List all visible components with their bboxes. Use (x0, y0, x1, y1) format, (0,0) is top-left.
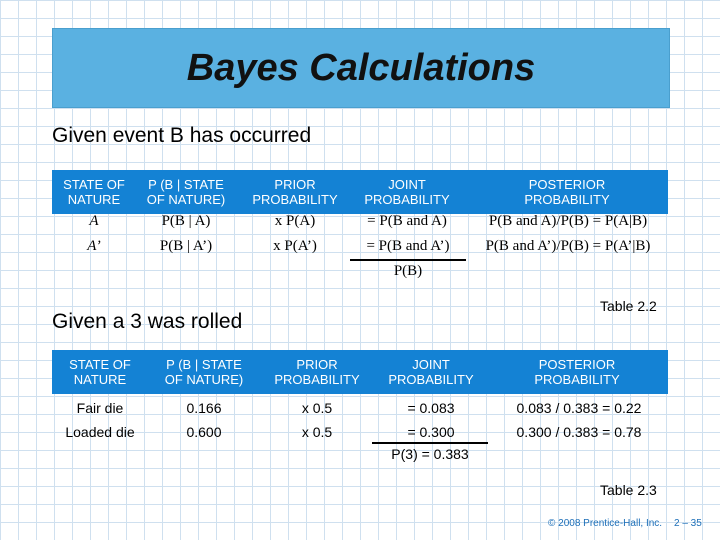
s1-row1-posterior: P(B and A)/P(B) = P(A|B) (488, 213, 648, 229)
s2-header-conditional: P (B | STATE OF NATURE) (164, 357, 244, 387)
s1-header-joint: JOINT PROBABILITY (364, 177, 450, 207)
s1-header-posterior: POSTERIOR PROBABILITY (524, 177, 610, 207)
s1-row2-posterior: P(B and A’)/P(B) = P(A’|B) (485, 238, 651, 254)
s2-row1-posterior: 0.083 / 0.383 = 0.22 (516, 400, 642, 416)
s2-caption: Table 2.3 (600, 482, 657, 498)
s2-header-prior: PRIOR PROBABILITY (274, 357, 360, 387)
section2-header-bar (52, 350, 668, 394)
s1-row2-conditional: P(B | A’) (159, 238, 213, 254)
s2-header-joint: JOINT PROBABILITY (388, 357, 474, 387)
page-title: Bayes Calculations (186, 46, 536, 89)
s1-row1-conditional: P(B | A) (161, 213, 211, 229)
s2-row1-state: Fair die (76, 400, 124, 416)
s2-row1-conditional: 0.166 (186, 400, 222, 416)
page-number: 2 – 35 (674, 518, 702, 529)
s2-sum-line (372, 442, 488, 444)
s2-total: P(3) = 0.383 (391, 446, 469, 462)
s2-row2-posterior: 0.300 / 0.383 = 0.78 (516, 424, 642, 440)
s2-row2-state: Loaded die (65, 424, 135, 440)
section1-header-bar (52, 170, 668, 214)
copyright-text: © 2008 Prentice-Hall, Inc. (548, 518, 663, 529)
s1-caption: Table 2.2 (600, 298, 657, 314)
title-banner (52, 28, 670, 108)
s2-header-posterior: POSTERIOR PROBABILITY (534, 357, 620, 387)
s2-header-state: STATE OF NATURE (69, 357, 131, 387)
s2-row1-joint: = 0.083 (407, 400, 455, 416)
s1-total: P(B) (393, 263, 423, 279)
s1-row1-state: A (89, 213, 99, 229)
s1-row1-prior: x P(A) (274, 213, 316, 229)
s1-row2-state: A’ (87, 238, 101, 254)
section1-heading: Given event B has occurred (52, 124, 312, 147)
s1-header-state: STATE OF NATURE (63, 177, 125, 207)
s1-sum-line (350, 259, 466, 261)
s2-row2-prior: x 0.5 (301, 424, 333, 440)
s2-row1-prior: x 0.5 (301, 400, 333, 416)
s1-row1-joint: = P(B and A) (367, 213, 447, 229)
s2-row2-conditional: 0.600 (186, 424, 222, 440)
s1-header-prior: PRIOR PROBABILITY (252, 177, 338, 207)
section2-heading: Given a 3 was rolled (52, 310, 243, 333)
s2-row2-joint: = 0.300 (407, 424, 455, 440)
s1-header-conditional: P (B | STATE OF NATURE) (146, 177, 226, 207)
s1-row2-prior: x P(A’) (273, 238, 317, 254)
s1-row2-joint: = P(B and A’) (366, 238, 450, 254)
